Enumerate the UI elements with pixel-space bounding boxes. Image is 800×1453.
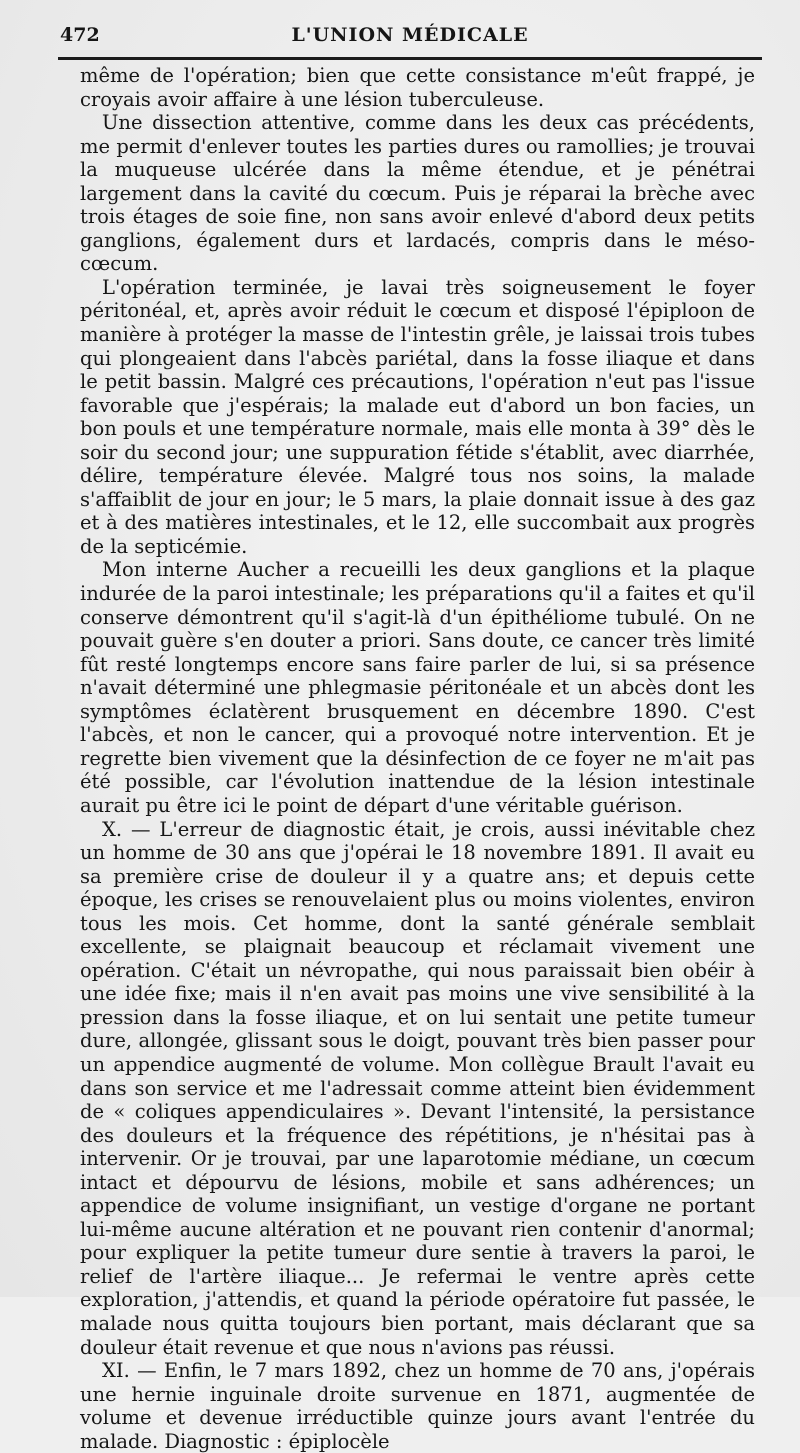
paragraph-dissection: Une dissection attentive, comme dans les deux cas précédents, me permit d'enlever toutes les parties dures ou ramollies; je trouvai la muqueuse ulcérée dans la même étendue, et je pénétrai largement dans la cavité du cœcum. Puis je réparai la brèche avec trois étages de soie fine, non sans avoir enlevé d'abord deux petits ganglions, également durs et lardacés, compris dans le méso-cœcum. [80,111,755,276]
paragraph-operation: L'opération terminée, je lavai très soigneusement le foyer péritonéal, et, après avoir réduit le cœcum et disposé l'épiploon de manière à protéger la masse de l'intestin grêle, je laissai trois tubes qui plongeaient dans l'abcès pariétal, dans la fosse iliaque et dans le petit bassin. Malgré ces précautions, l'opération n'eut pas l'issue favorable que j'espérais; la malade eut d'abord un bon facies, un bon pouls et une température normale, mais elle monta à 39° dès le soir du second jour; une suppuration fétide s'établit, avec diarrhée, délire, température élevée. Malgré tous nos soins, la malade s'affaiblit de jour en jour; le 5 mars, la plaie donnait issue à des gaz et à des matières intestinales, et le 12, elle succombait aux progrès de la septicémie. [80,275,755,558]
paragraph-interne-aucher: Mon interne Aucher a recueilli les deux ganglions et la plaque indurée de la paroi intestinale; les préparations qu'il a faites et qu'il conserve démontrent qu'il s'agit-là d'un épithéliome tubulé. On ne pouvait guère s'en douter a priori. Sans doute, ce cancer très limité fût resté longtemps encore sans faire parler de lui, si sa présence n'avait déterminé une phlegmasie péritonéale et un abcès dont les symptômes éclatèrent brusquement en décembre 1890. C'est l'abcès, et non le cancer, qui a provoqué notre intervention. Et je regrette bien vivement que la désinfection de ce foyer ne m'ait pas été possible, car l'évolution inattendue de la lésion intestinale aurait pu être ici le point de départ d'une véritable guérison. [80,558,755,817]
running-title: L'UNION MÉDICALE [291,24,529,46]
paragraph-continuation: même de l'opération; bien que cette consistance m'eût frappé, je croyais avoir affaire à une lésion tuberculeuse. [80,64,755,111]
paragraph-case-xi: XI. — Enfin, le 7 mars 1892, chez un homme de 70 ans, j'opérais une hernie inguinale droite survenue en 1871, augmentée de volume et devenue irréductible quinze jours avant l'entrée du malade. Diagnostic : épiplocèle [80,1359,755,1453]
paragraph-case-x: X. — L'erreur de diagnostic était, je crois, aussi inévitable chez un homme de 30 ans que j'opérai le 18 novembre 1891. Il avait eu sa première crise de douleur il y a quatre ans; et depuis cette époque, les crises se renouvelaient plus ou moins violentes, environ tous les mois. Cet homme, dont la santé générale semblait excellente, se plaignait beaucoup et réclamait vivement une opération. C'était un névropathe, qui nous paraissait bien obéir à une idée fixe; mais il n'en avait pas moins une vive sensibilité à la pression dans la fosse iliaque, et on lui sentait une petite tumeur dure, allongée, glissant sous le doigt, pouvant très bien passer pour un appendice augmenté de volume. Mon collègue Brault l'avait eu dans son service et me l'adressait comme atteint bien évidemment de « coliques appendiculaires ». Devant l'intensité, la persistance des douleurs et la fréquence des répétitions, je n'hésitai pas à intervenir. Or je trouvai, par une laparotomie médiane, un cœcum intact et dépourvu de lésions, mobile et sans adhérences; un appendice de volume insignifiant, un vestige d'organe ne portant lui-même aucune altération et ne pouvant rien contenir d'anormal; pour expliquer la petite tumeur dure sentie à travers la paroi, le relief de l'artère iliaque... Je refermai le ventre après cette exploration, j'attendis, et quand la période opératoire fut passée, le malade nous quitta toujours bien portant, mais déclarant que sa douleur était revenue et que nous n'avions pas réussi. [80,817,755,1359]
page-header [60,24,760,52]
header-rule [58,57,762,60]
page-number: 472 [60,24,100,46]
body-text [80,64,755,1453]
